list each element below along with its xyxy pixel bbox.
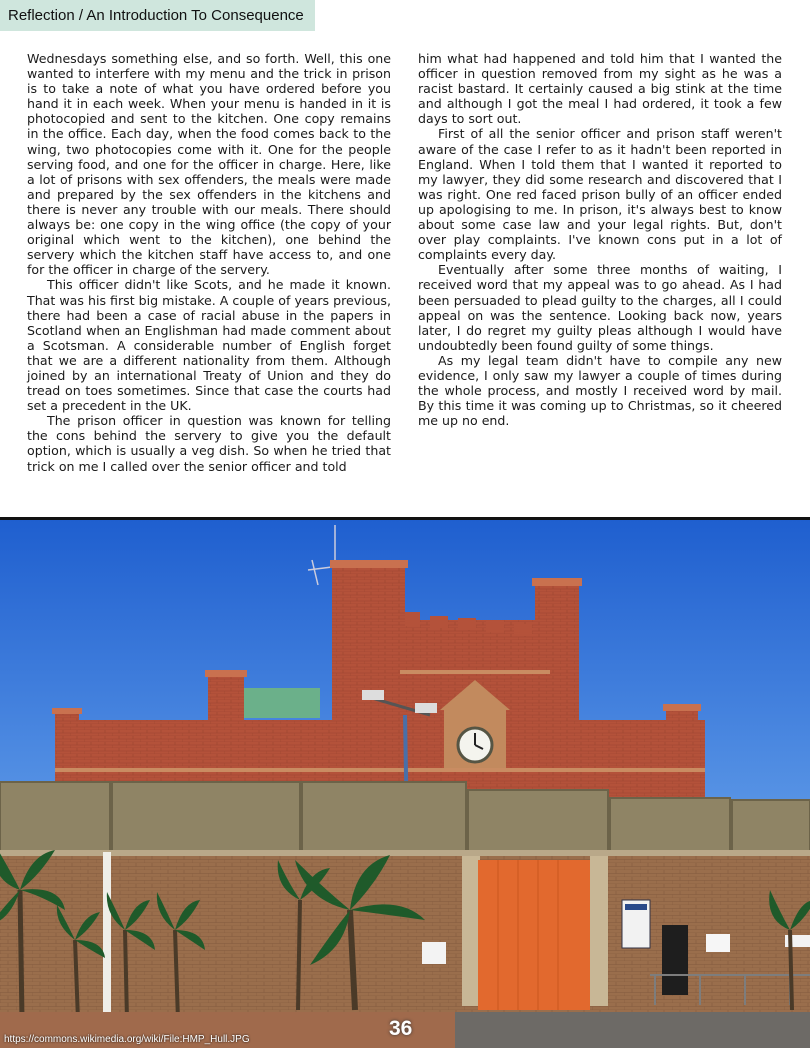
text-column-left [27, 51, 391, 516]
running-header: Reflection / An Introduction To Consequence [0, 0, 315, 31]
paragraph: This officer didn't like Scots, and he made it known. That was his first big mistake. A couple of years previous, there had been a case of racial abuse in the papers in Scotland when an Englishman had made comment about a Scotsman. A considerable number of English forget that we are a different nationality from them. Although joined by an international Treaty of Union and they do tread on toes sometimes. Since that case the courts had set a precedent in the UK. [27, 277, 391, 414]
paragraph: Wednesdays something else, and so forth. Well, this one wanted to interfere with my menu and the trick in prison is to take a note of what you have ordered before you hand it in each week. When your menu is handed in it is photocopied and sent to the kitchen. One copy remains in the office. Each day, when the food comes back to the wing, two photocopies come with it. One for the people serving food, and one for the officer in charge. Here, like a lot of prisons with sex offenders, the meals were made and prepared by the sex offenders in the kitchens and there is never any trouble with our meals. There should always be: one copy in the wing office (the copy of your original which went to the kitchen), one behind the servery which the kitchen staff have access to, and one for the officer in charge of the servery. [27, 51, 391, 278]
photo-credit: https://commons.wikimedia.org/wiki/File:HMP_Hull.JPG [4, 1034, 250, 1045]
page-number: 36 [389, 1017, 413, 1040]
paragraph: him what had happened and told him that I wanted the officer in question removed from my sight as he was a racist bastard. It certainly caused a big stink at the time and although I got the meal I had ordered, it took a few days to sort out. [418, 51, 782, 127]
paragraph: Eventually after some three months of waiting, I received word that my appeal was to go ahead. As I had been persuaded to plead guilty to the charges, all I could appeal on was the sentence. Looking back now, years later, I do regret my guilty pleas although I would have undoubtedly been found guilty of some things. [418, 262, 782, 353]
orange-gate [478, 860, 590, 1010]
prison-photo [0, 520, 810, 1048]
article-body [27, 51, 783, 516]
side-door [662, 925, 688, 995]
paragraph: The prison officer in question was known for telling the cons behind the servery to give you the default option, which is usually a veg dish. So when he tried that trick on me I called over the senior officer and told [27, 413, 391, 474]
paragraph: First of all the senior officer and prison staff weren't aware of the case I refer to as it hadn't been reported in England. When I told them that I wanted it reported to my lawyer, they did some research and discovered that I was right. One red faced prison bully of an officer ended up apologising to me. In prison, it's always best to know about some case law and your legal rights. But, don't over play complaints. I've known cons put in a lot of complaints every day. [418, 126, 782, 263]
paragraph: As my legal team didn't have to compile any new evidence, I only saw my lawyer a couple of times during the whole process, and mostly I received word by mail. By this time it was coming up to Christmas, so it cheered me up no end. [418, 352, 782, 429]
text-column-right [418, 51, 782, 516]
